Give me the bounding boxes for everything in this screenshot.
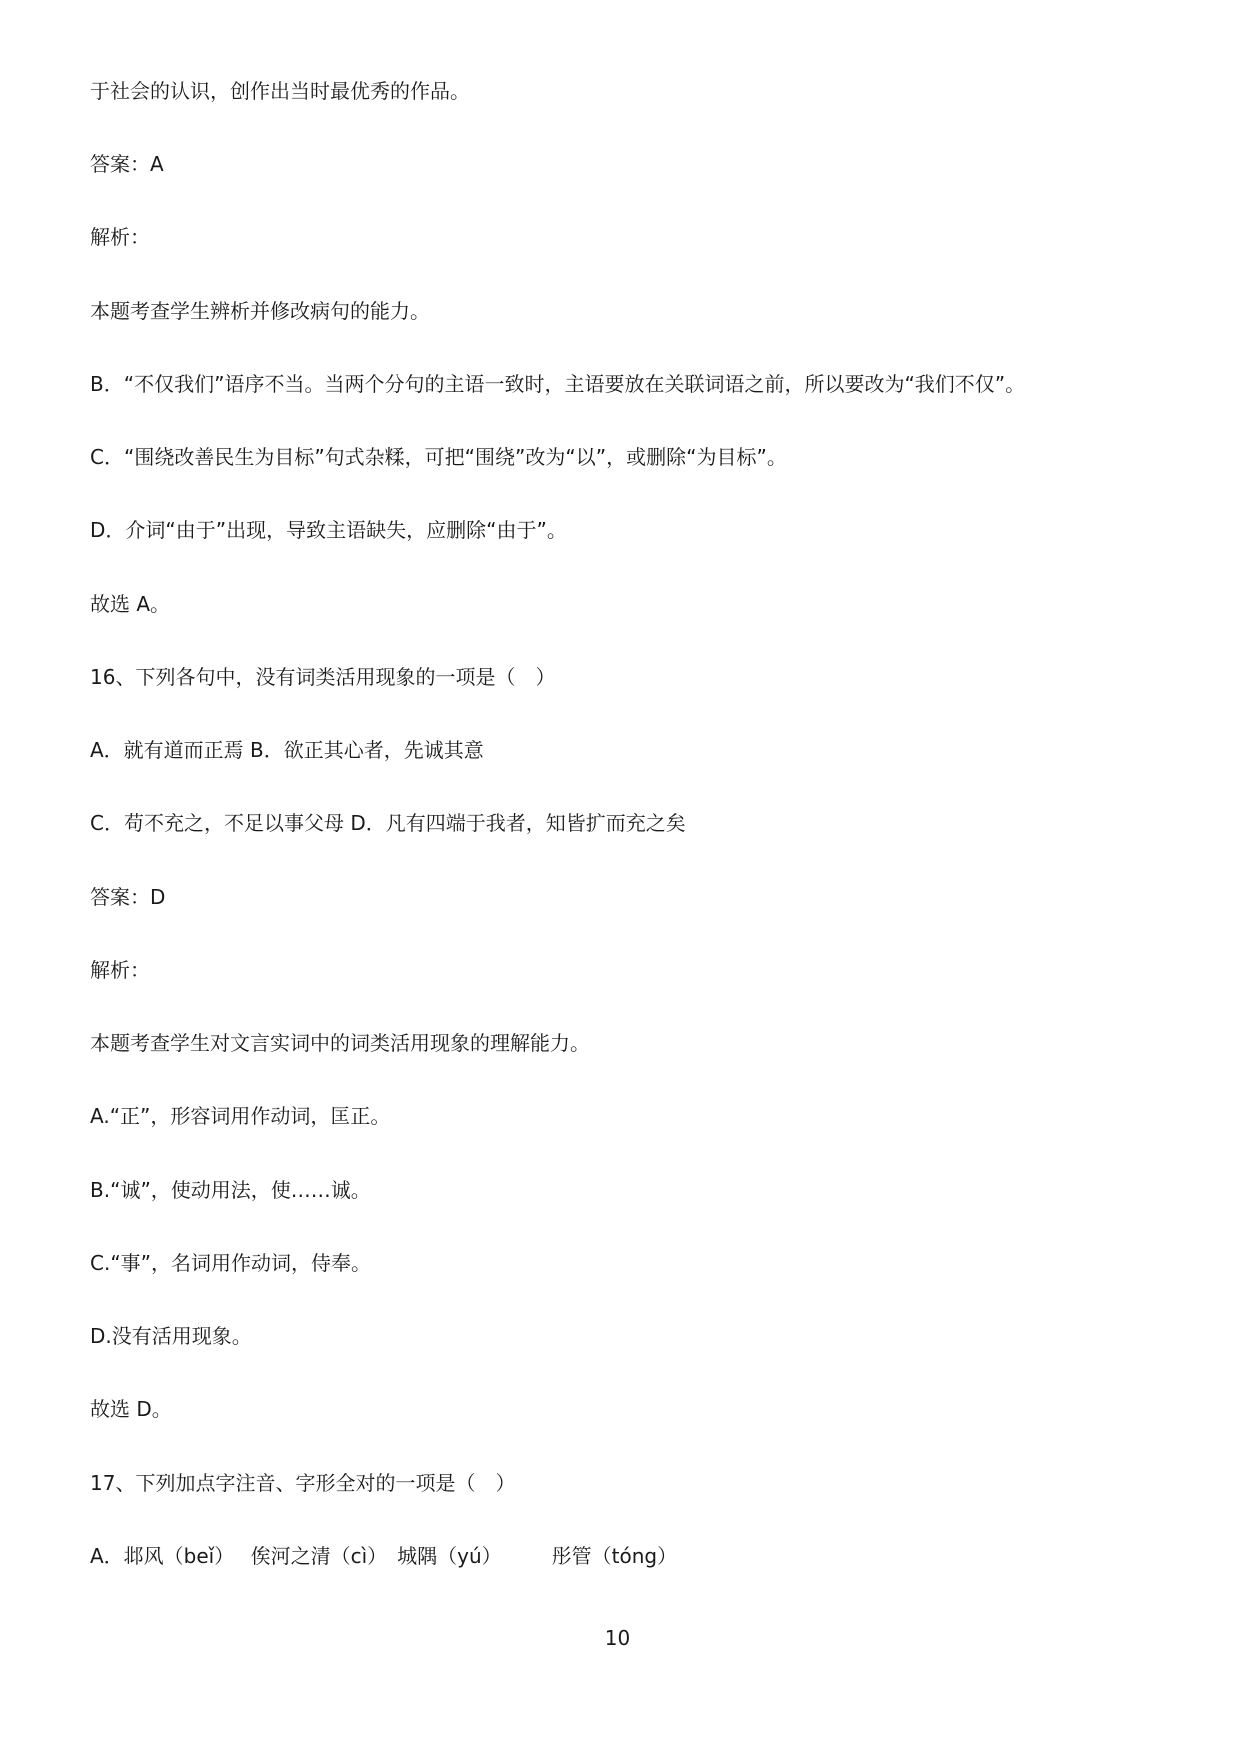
text-line: C.“事”，名词用作动词，侍奉。 [90,1251,372,1275]
options-line: C．苟不充之，不足以事父母 D．凡有四端于我者，知皆扩而充之矣 [90,811,686,835]
analysis-label: 解析： [90,225,150,249]
text-line: 本题考查学生辨析并修改病句的能力。 [90,299,430,323]
analysis-label: 解析： [90,958,150,982]
answer-line: 答案：A [90,152,164,176]
conclusion-line: 故选 D。 [90,1397,172,1421]
text-line: D.没有活用现象。 [90,1324,252,1348]
answer-line: 答案：D [90,885,166,909]
options-line: A．就有道而正焉 B．欲正其心者，先诚其意 [90,738,484,762]
text-line: 于社会的认识，创作出当时最优秀的作品。 [90,79,470,103]
text-line: D．介词“由于”出现，导致主语缺失，应删除“由于”。 [90,518,567,542]
conclusion-line: 故选 A。 [90,592,171,616]
text-line: C．“围绕改善民生为目标”句式杂糅，可把“围绕”改为“以”，或删除“为目标”。 [90,445,787,469]
text-line: A.“正”，形容词用作动词，匡正。 [90,1104,391,1128]
page-number: 10 [604,1626,631,1650]
options-line: A．邶风（beǐ） 俟河之清（cì） 城隅（yú） 彤管（tóng） [90,1544,678,1568]
text-line: B．“不仅我们”语序不当。当两个分句的主语一致时，主语要放在关联词语之前，所以要改为“我们不仅”。 [90,372,1026,396]
question-16: 16、下列各句中，没有词类活用现象的一项是（ ） [90,665,556,689]
question-17: 17、下列加点字注音、字形全对的一项是（ ） [90,1471,516,1495]
text-line: B.“诚”，使动用法，使……诚。 [90,1178,371,1202]
text-line: 本题考查学生对文言实词中的词类活用现象的理解能力。 [90,1031,590,1055]
